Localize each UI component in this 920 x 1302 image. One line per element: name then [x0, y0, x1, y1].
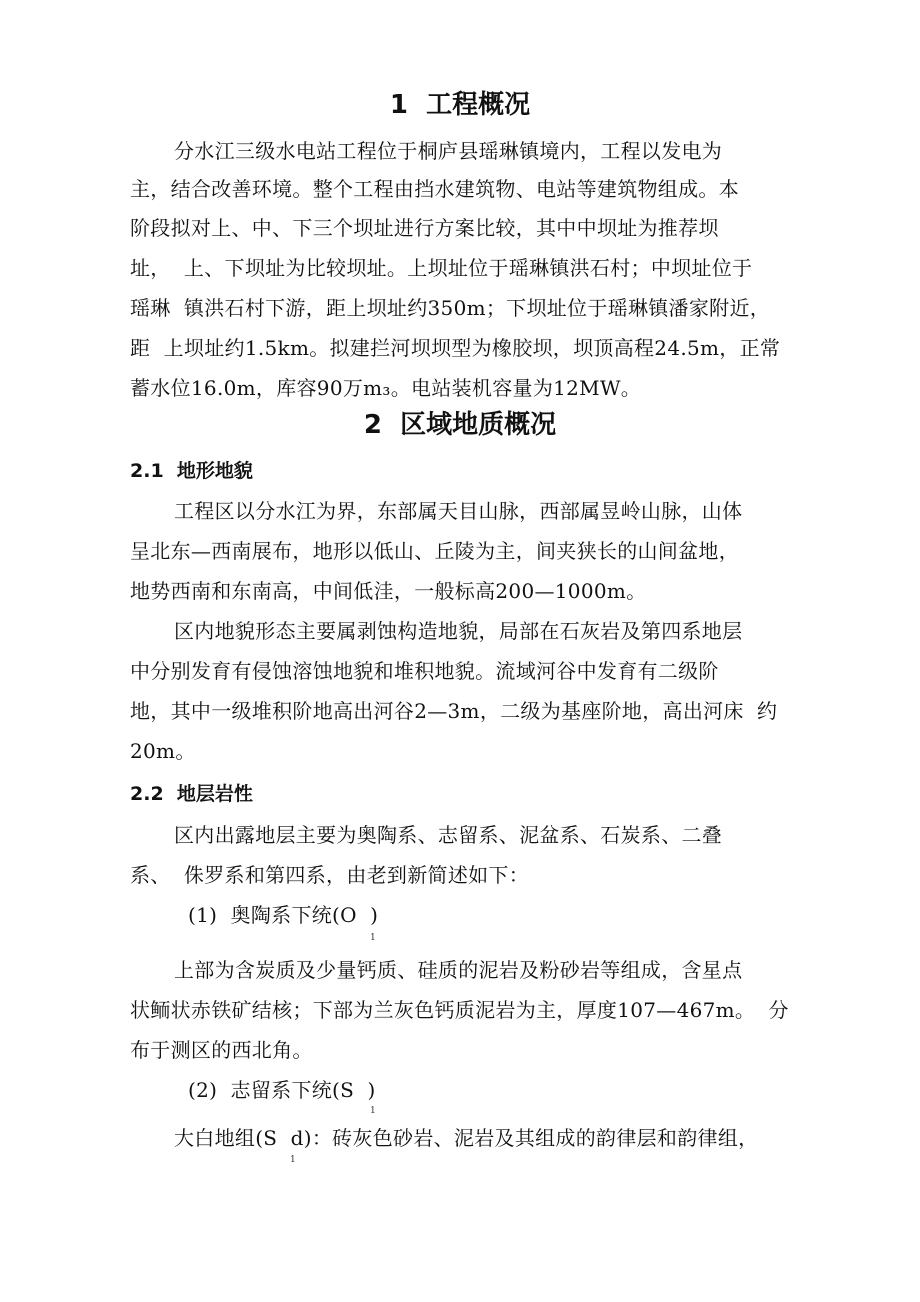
item-1-desc-line-2: 状鲕状赤铁矿结核；下部为兰灰色钙质泥岩为主，厚度107—467m。 分 [130, 998, 789, 1022]
subsection-2-1-p1-line-2: 呈北东—西南展布，地形以低山、丘陵为主，间夹狭长的山间盆地， [130, 539, 739, 563]
section-1-line-7: 蓄水位16.0m，库容90万m₃。电站装机容量为12MW。 [130, 376, 642, 400]
subsection-2-1-heading: 2.1 地形地貌 [130, 460, 253, 482]
section-1-line-1: 分水江三级水电站工程位于桐庐县瑶琳镇境内，工程以发电为 [174, 139, 723, 163]
item-2-desc-line: 大白地组(S d)：砖灰色砂岩、泥岩及其组成的韵律层和韵律组， [174, 1126, 759, 1150]
section-1-line-5: 瑶琳 镇洪石村下游，距上坝址约350m；下坝址位于瑶琳镇潘家附近， [130, 296, 771, 320]
item-1-desc-line-1: 上部为含炭质及少量钙质、硅质的泥岩及粉砂岩等组成，含星点 [174, 958, 743, 982]
item-2-desc-subscript: 1 [290, 1155, 296, 1165]
subsection-2-2-intro-line-2: 系、 侏罗系和第四系，由老到新简述如下： [130, 863, 530, 887]
subsection-2-2-heading: 2.2 地层岩性 [130, 783, 253, 805]
section-1-line-6: 距 上坝址约1.5km。拟建拦河坝坝型为橡胶坝，坝顶高程24.5m，正常 [130, 336, 781, 360]
item-1-subscript: 1 [370, 933, 376, 943]
subsection-2-1-p2-line-1: 区内地貌形态主要属剥蚀构造地貌，局部在石灰岩及第四系地层 [174, 619, 743, 643]
item-2-subscript: 1 [370, 1106, 376, 1116]
item-2-title: (2) 志留系下统(S ) [188, 1078, 376, 1102]
section-2-heading: 2 区域地质概况 [363, 410, 557, 440]
subsection-2-1-p1-line-3: 地势西南和东南高，中间低洼，一般标高200—1000m。 [130, 579, 647, 603]
subsection-2-1-p2-line-2: 中分别发育有侵蚀溶蚀地貌和堆积地貌。流域河谷中发育有二级阶 [130, 659, 719, 683]
section-1-heading: 1 工程概况 [389, 90, 531, 120]
subsection-2-1-p2-line-4: 20m。 [130, 739, 196, 763]
item-1-desc-line-3: 布于测区的西北角。 [130, 1038, 313, 1062]
section-1-line-2: 主，结合改善环境。整个工程由挡水建筑物、电站等建筑物组成。本 [130, 177, 739, 201]
section-1-line-3: 阶段拟对上、中、下三个坝址进行方案比较，其中中坝址为推荐坝 [130, 216, 719, 240]
subsection-2-2-intro-line-1: 区内出露地层主要为奥陶系、志留系、泥盆系、石炭系、二叠 [174, 823, 723, 847]
item-1-title: (1) 奥陶系下统(O ) [188, 903, 379, 927]
subsection-2-1-p1-line-1: 工程区以分水江为界，东部属天目山脉，西部属昱岭山脉，山体 [174, 499, 743, 523]
section-1-line-4: 址， 上、下坝址为比较坝址。上坝址位于瑶琳镇洪石村；中坝址位于 [130, 256, 753, 280]
subsection-2-1-p2-line-3: 地，其中一级堆积阶地高出河谷2—3m，二级为基座阶地，高出河床 约 [130, 699, 778, 723]
